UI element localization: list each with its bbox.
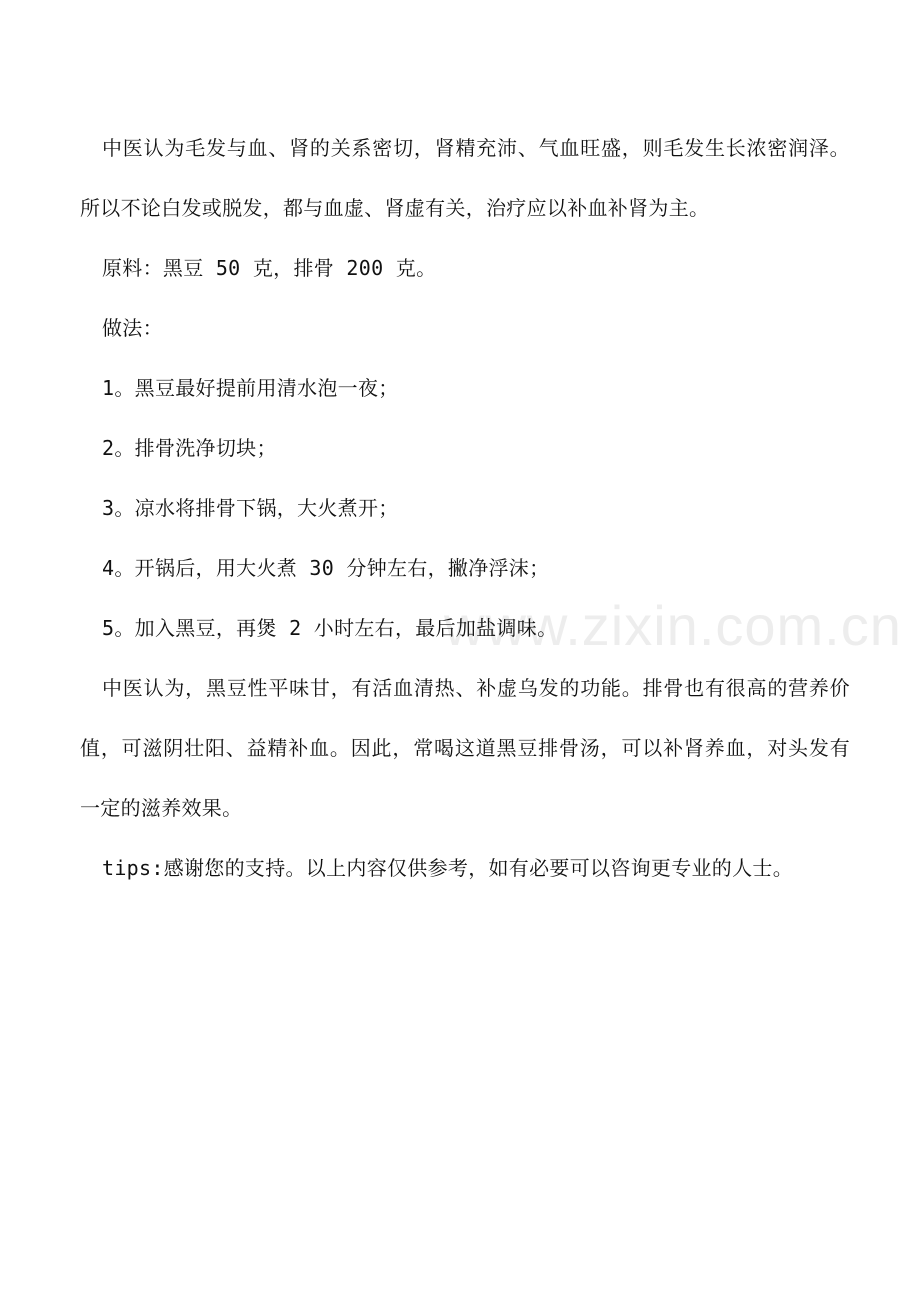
intro-paragraph: 中医认为毛发与血、肾的关系密切，肾精充沛、气血旺盛，则毛发生长浓密润泽。所以不论白发或脱发，都与血虚、肾虚有关，治疗应以补血补肾为主。	[80, 136, 850, 220]
step-2: 2。排骨洗净切块；	[102, 436, 277, 460]
watermark: www.zixin.com.cn	[444, 594, 902, 657]
document-body	[80, 118, 850, 898]
step-5: 5。加入黑豆，再煲 2 小时左右，最后加盐调味。	[102, 616, 558, 640]
step-3: 3。凉水将排骨下锅，大火煮开；	[102, 496, 399, 520]
tips-paragraph: tips:感谢您的支持。以上内容仅供参考，如有必要可以咨询更专业的人士。	[102, 856, 794, 880]
step-4: 4。开锅后，用大火煮 30 分钟左右，撇净浮沫；	[102, 556, 550, 580]
method-heading: 做法：	[102, 316, 163, 340]
step-1: 1。黑豆最好提前用清水泡一夜；	[102, 376, 399, 400]
ingredients-line: 原料：黑豆 50 克，排骨 200 克。	[102, 256, 437, 280]
benefits-paragraph: 中医认为，黑豆性平味甘，有活血清热、补虚乌发的功能。排骨也有很高的营养价值，可滋阴壮阳、益精补血。因此，常喝这道黑豆排骨汤，可以补肾养血，对头发有一定的滋养效果。	[80, 676, 850, 820]
